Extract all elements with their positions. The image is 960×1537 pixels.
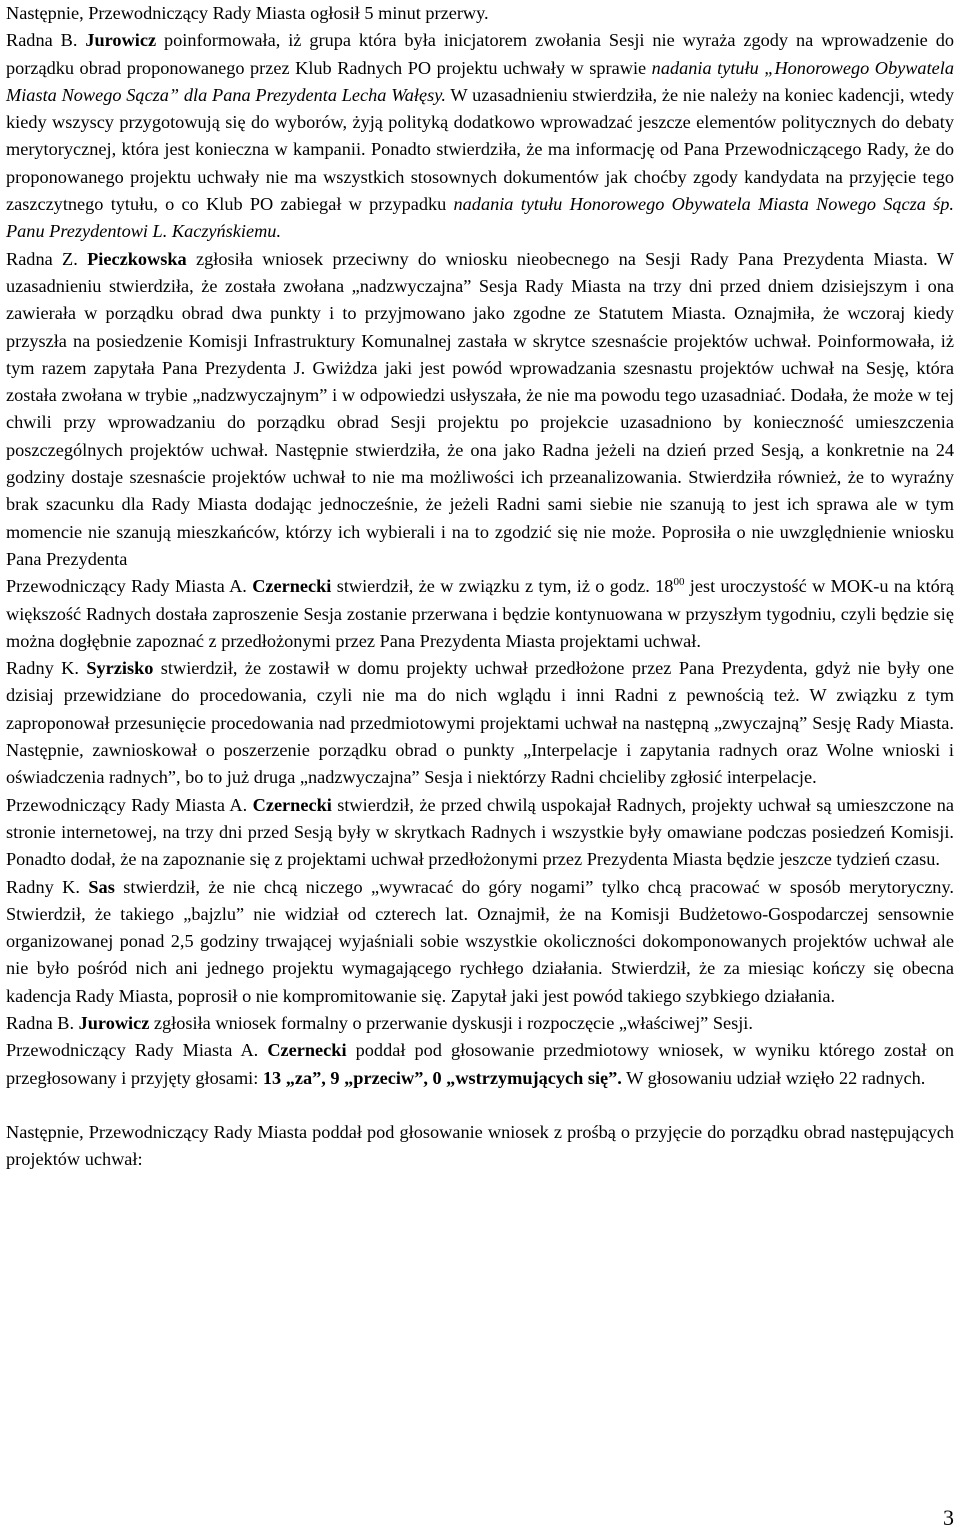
time-superscript: 00 (673, 576, 685, 589)
speaker-name: Jurowicz (85, 30, 157, 51)
speaker-name: Pieczkowska (87, 248, 187, 269)
speaker-title: Przewodniczący Rady Miasta A. (6, 1040, 268, 1061)
document-body (6, 0, 954, 1173)
speaker-title: Radna B. (6, 1012, 79, 1033)
speaker-name: Czernecki (252, 794, 332, 815)
paragraph-text: stwierdził, że w związku z tym, iż o godz. 18 (331, 576, 674, 597)
speaker-title: Przewodniczący Rady Miasta A. (6, 794, 253, 815)
paragraph-sas-statement (6, 874, 954, 1010)
speaker-name: Jurowicz (78, 1012, 150, 1033)
speaker-name: Czernecki (267, 1040, 347, 1061)
paragraph-text: poddał pod głosowanie przedmiotowy wniosek, w wyniku którego został on przegłosowany i przyjęty głosami: (6, 1040, 954, 1088)
paragraph-text: W uzasadnieniu stwierdziła, że nie należy na koniec kadencji, wtedy kiedy wszyscy przygotowują się do wyborów, żyją polityką dodatkowo wprowadzać jeszcze elementów politycznych do debaty merytorycznej, która jest konieczna w kampanii. Ponadto stwierdziła, że ma informację od Pana Przewodniczącego Rady, że do proponowanego projektu uchwały nie ma wszystkich stosownych dokumentów jak choćby zgody kandydata na przyjęcie tego zaszczytnego tytułu, o co Klub PO zabiegał w przypadku (6, 84, 955, 215)
italic-phrase: nadania tytułu „Honorowego Obywatela Miasta Nowego Sącza” dla Pana Prezydenta Lecha Wałęsy. (6, 57, 954, 105)
paragraph-text: stwierdził, że zostawił w domu projekty uchwał przedłożone przez Pana Prezydenta, gdyż nie były one dzisiaj przewidziane do procedowania, czyli nie ma do nich wglądu i inni Radni z pewnością też. W związku z tym zaproponował przesunięcie procedowania nad przedmiotowymi projektami uchwał na następną „zwyczajną” Sesję Rady Miasta. Następnie, zawnioskował o poszerzenie porządku obrad o punkty „Interpelacje i zapytania radnych oraz Wolne wnioski i oświadczenia radnych”, bo to już druga „nadzwyczajna” Sesja i niektórzy Radni chcieliby zgłosić interpelacje. (6, 658, 954, 788)
paragraph-syrzisko-statement (6, 655, 954, 791)
paragraph-spacer (6, 1092, 954, 1119)
speaker-name: Sas (88, 876, 115, 897)
speaker-name: Syrzisko (86, 658, 154, 679)
paragraph-text: zgłosiła wniosek przeciwny do wniosku nieobecnego na Sesji Rady Pana Prezydenta Miasta. W uzasadnieniu stwierdziła, że została zwołana „nadzwyczajna” Sesja Rady Miasta na trzy dni przed dniem dzisiejszym i ona zawierała w porządku obrad dwa punkty i to przyjmowano jako zgodne ze Statutem Miasta. Oznajmiła, że wczoraj kiedy przyszła na posiedzenie Komisji Infrastruktury Komunalnej zastała w skrytce szesnaście projektów uchwał. Poinformowała, iż tym razem zapytała Pana Prezydenta J. Gwiżdza jaki jest powód wprowadzania szesnastu projektów uchwał na Sesję, która została zwołana w trybie „nadzwyczajnym” i w odpowiedzi usłyszała, że nie ma powodu tego uzasadniać. Dodała, że może w tej chwili przy wprowadzaniu do porządku obrad Sesji projektu po projekcie uzasadniono by konieczność umieszczenia poszczególnych projektów uchwał. Następnie stwierdziła, że ona jako Radna jeżeli na dzień przed Sesją, a konkretnie na 24 godziny dostaje szesnaście projektów uchwał to nie ma możliwości ich przeanalizowania. Stwierdziła również, że to wyraźny brak szacunku dla Rady Miasta dodając jednocześnie, że jeżeli Radni sami siebie nie szanują to jest ich sprawa ale w tym momencie nie szanują mieszkańców, którzy ich wybierali i na to zgodzić się nie może. Poprosiła o nie uwzględnienie wniosku Pana Prezydenta (6, 248, 954, 569)
paragraph-jurowicz-motion (6, 1010, 954, 1037)
paragraph-break-announcement (6, 0, 954, 27)
paragraph-vote-result (6, 1037, 954, 1092)
paragraph-czernecki-statement-1 (6, 573, 954, 655)
paragraph-czernecki-statement-2 (6, 792, 954, 874)
paragraph-text: stwierdził, że nie chcą niczego „wywracać do góry nogami” tylko chcą pracować w sposób merytoryczny. Stwierdził, że takiego „bajzlu” nie widział od czterech lat. Oznajmił, że na Komisji Budżetowo-Gospodarczej sensownie organizowanej ponad 2,5 godziny trwającej wyjaśniali sobie wszystkie okoliczności dokomponowanych projektów uchwał ale nie było pośród nich ani jednego projektu wymagającego rychłego działania. Stwierdził, że za miesiąc kończy się obecna kadencja Rady Miasta, poprosił o nie kompromitowanie się. Zapytał jaki jest powód takiego szybkiego działania. (6, 876, 954, 1006)
paragraph-jurowicz-statement (6, 27, 954, 245)
speaker-title: Radna Z. (6, 248, 88, 269)
italic-phrase: nadania tytułu Honorowego Obywatela Miasta Nowego Sącza śp. Panu Prezydentowi L. Kaczyńskiemu. (6, 194, 954, 242)
paragraph-text: W głosowaniu udział wzięło 22 radnych. (621, 1067, 926, 1088)
speaker-name: Czernecki (252, 576, 332, 597)
vote-tally: 13 „za”, 9 „przeciw”, 0 „wstrzymujących się”. (262, 1067, 622, 1088)
speaker-title: Radna B. (6, 30, 86, 51)
speaker-title: Przewodniczący Rady Miasta A. (6, 576, 253, 597)
paragraph-text: zgłosiła wniosek formalny o przerwanie dyskusji i rozpoczęcie „właściwej” Sesji. (149, 1012, 753, 1033)
paragraph-text: Następnie, Przewodniczący Rady Miasta ogłosił 5 minut przerwy. (6, 3, 489, 23)
speaker-title: Radny K. (6, 658, 87, 679)
paragraph-text: poinformowała, iż grupa która była inicjatorem zwołania Sesji nie wyraża zgody na wprowadzenie do porządku obrad proponowanego przez Klub Radnych PO projektu uchwały w sprawie (6, 30, 954, 78)
paragraph-pieczkowska-statement (6, 246, 954, 574)
paragraph-next-vote (6, 1119, 954, 1174)
paragraph-text: jest uroczystość w MOK-u na którą większość Radnych dostała zaproszenie Sesja zostanie przerwana i będzie kontynuowana w przyszłym tygodniu, czyli będzie się można dogłębnie zapoznać z przedłożonymi przez Pana Prezydenta Miasta projektami uchwał. (6, 576, 954, 651)
page-number: 3 (943, 1505, 954, 1530)
paragraph-text: Następnie, Przewodniczący Rady Miasta poddał pod głosowanie wniosek z prośbą o przyjęcie do porządku obrad następujących projektów uchwał: (6, 1121, 954, 1170)
paragraph-text: stwierdził, że przed chwilą uspokajał Radnych, projekty uchwał są umieszczone na stronie internetowej, na trzy dni przed Sesją były w skrytkach Radnych i wszystkie były omawiane podczas posiedzeń Komisji. Ponadto dodał, że na zapoznanie się z projektami uchwał przedłożonymi przez Prezydenta Miasta będzie jeszcze tydzień czasu. (6, 794, 954, 870)
speaker-title: Radny K. (6, 876, 89, 897)
